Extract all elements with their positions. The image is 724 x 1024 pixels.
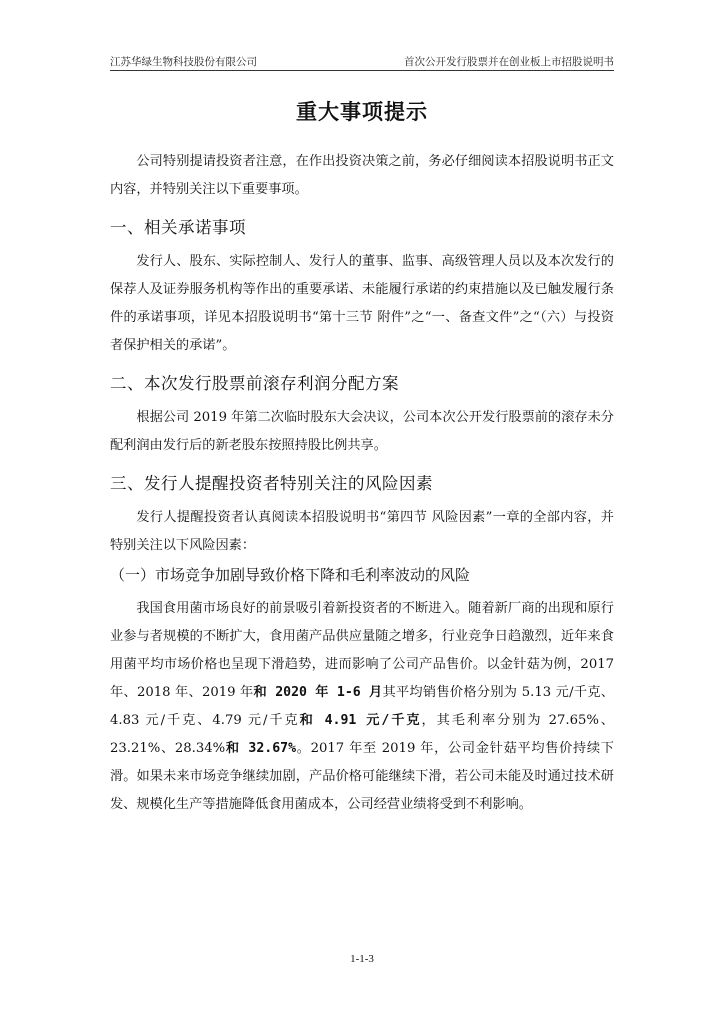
page-number: 1-1-3 [350,953,374,965]
section-1-paragraph: 发行人、股东、实际控制人、发行人的董事、监事、高级管理人员以及本次发行的保荐人及证券服务机构等作出的重要承诺、未能履行承诺的约束措施以及已触发履行条件的承诺事项，详见本招股说明书“第十三节 附件”之“一、备查文件”之“（六）与投资者保护相关的承诺”。 [110,254,614,353]
header-divider [110,70,614,71]
section-3-heading: 三、发行人提醒投资者特别关注的风险因素 [110,474,433,493]
risk-highlight-price: 和 4.91 元/千克 [299,713,422,728]
section-3-paragraph: 发行人提醒投资者认真阅读本招股说明书“第四节 风险因素”一章的全部内容，并特别关注以下风险因素： [110,510,614,553]
page-title: 重大事项提示 [296,100,428,124]
risk-text-part-4: 。2017 年至 2019 年，公司金针菇平均售价持续下滑。如果未来市场竞争继续加剧，产品价格可能继续下滑，若公司未能及时通过技术研发、规模化生产等措施降低食用菌成本，公司经营业绩将受到不利影响。 [110,741,614,812]
risk-highlight-margin: 和 32.67% [225,741,297,756]
subsection-1-heading: （一）市场竞争加剧导致价格下降和毛利率波动的风险 [110,566,471,584]
header-company-name: 江苏华绿生物科技股份有限公司 [110,56,257,68]
section-1-heading: 一、相关承诺事项 [110,218,246,237]
risk-text-part-2: 其平均销售价格分别为 5.13 元/千克、4.83 元/千克、4.79 元/千克 [110,685,614,728]
section-2-paragraph: 根据公司 2019 年第二次临时股东大会决议，公司本次公开发行股票前的滚存未分配利润由发行后的新老股东按照持股比例共享。 [110,410,614,453]
section-2-heading: 二、本次发行股票前滚存利润分配方案 [110,374,399,393]
risk-highlight-period: 和 2020 年 1-6 月 [253,685,383,700]
risk-text-part-3: ，其毛利率分别为 27.65%、23.21%、28.34% [110,713,614,756]
document-body [110,96,614,819]
header-document-title: 首次公开发行股票并在创业板上市招股说明书 [404,56,614,68]
intro-paragraph: 公司特别提请投资者注意，在作出投资决策之前，务必仔细阅读本招股说明书正文内容，并特别关注以下重要事项。 [110,154,614,197]
subsection-1-paragraph [110,595,614,819]
page-header [110,54,614,70]
risk-text-part-1: 我国食用菌市场良好的前景吸引着新投资者的不断进入。随着新厂商的出现和原行业参与者规模的不断扩大，食用菌产品供应量随之增多，行业竞争日趋激烈，近年来食用菌平均市场价格也呈现下滑趋势，进而影响了公司产品售价。以金针菇为例，2017 年、2018 年、2019 年 [110,601,614,700]
